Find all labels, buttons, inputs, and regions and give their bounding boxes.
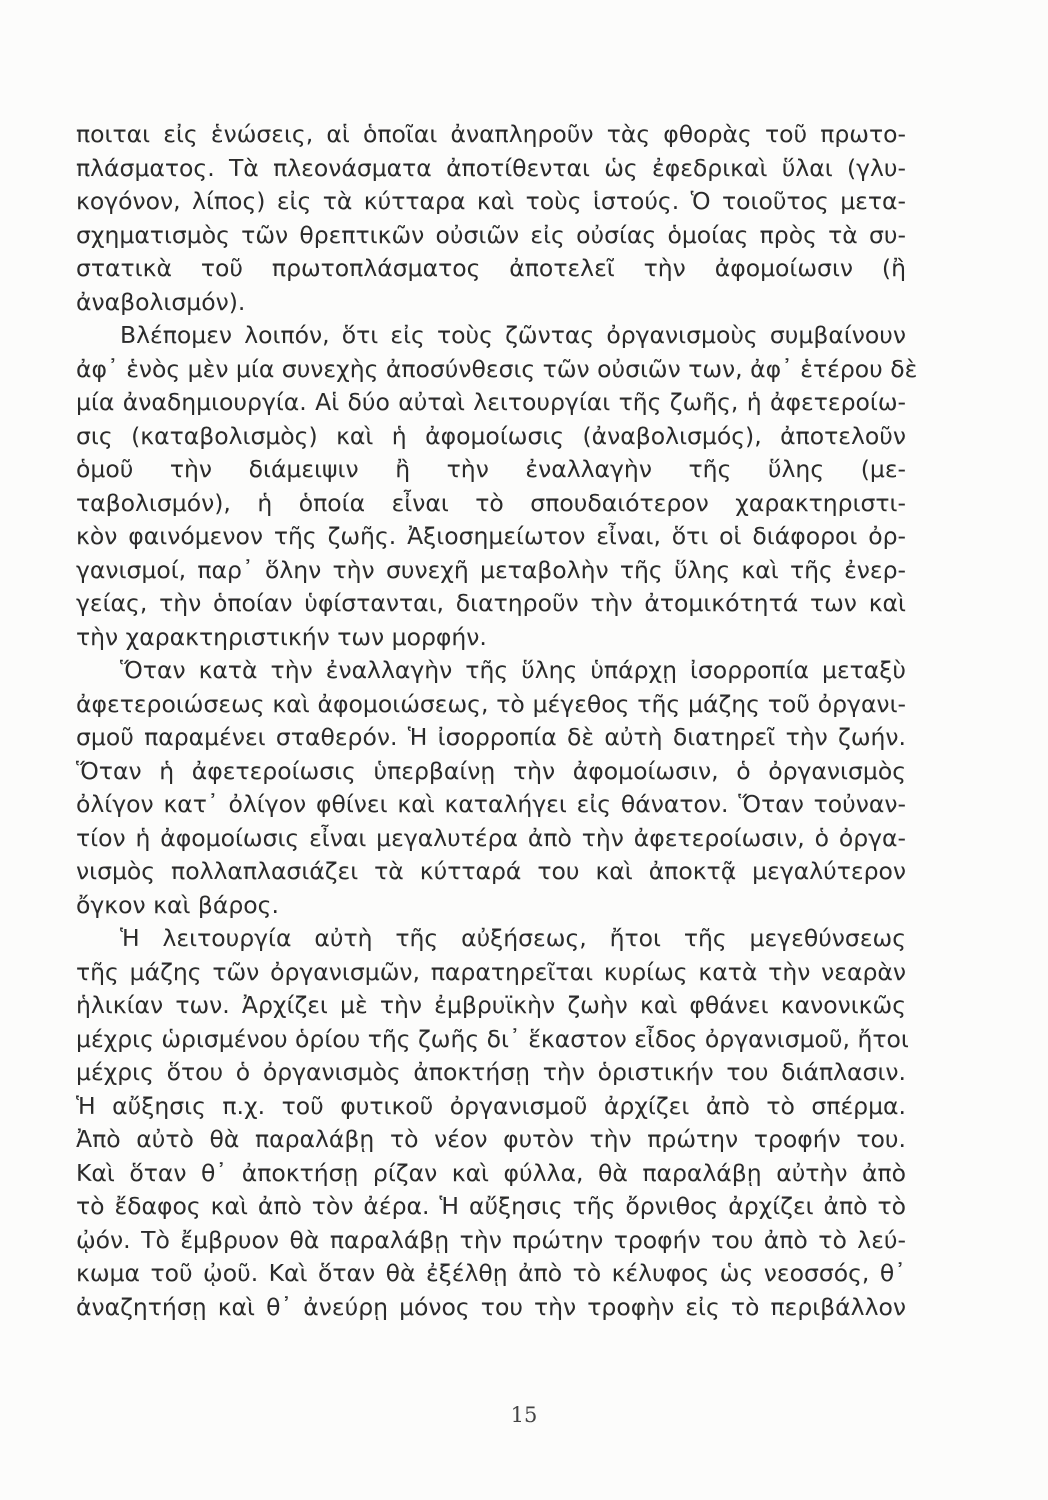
text-line: τὸ ἔδαφος καὶ ἀπὸ τὸν ἀέρα. Ἡ αὔξησις τῆς ὄρνιθος ἀρχίζει ἀπὸ τὸ: [76, 1192, 906, 1220]
text-line: Βλέπομεν λοιπόν, ὅτι εἰς τοὺς ζῶντας ὀργανισμοὺς συμβαίνουν: [120, 321, 906, 349]
text-line: ἀναζητήσῃ καὶ θ᾽ ἀνεύρῃ μόνος του τὴν τροφὴν εἰς τὸ περιβάλλον: [76, 1292, 906, 1321]
text-line: ὀλίγον κατ᾽ ὀλίγον φθίνει καὶ καταλήγει εἰς θάνατον. Ὅταν τοὐναν-: [76, 790, 906, 818]
text-line: πλάσματος. Τὰ πλεονάσματα ἀποτίθενται ὡς ἐφεδρικαὶ ὕλαι (γλυ-: [76, 153, 906, 182]
text-line: σμοῦ παραμένει σταθερόν. Ἡ ἰσορροπία δὲ αὐτὴ διατηρεῖ τὴν ζωήν.: [76, 723, 906, 751]
text-line: τὴν χαρακτηριστικήν των μορφήν.: [76, 622, 487, 651]
text-line: στατικὰ τοῦ πρωτοπλάσματος ἀποτελεῖ τὴν ἀφομοίωσιν (ἢ: [76, 254, 906, 282]
text-line: σις (καταβολισμὸς) καὶ ἡ ἀφομοίωσις (ἀναβολισμός), ἀποτελοῦν: [76, 421, 906, 450]
text-line: ᾠόν. Τὸ ἔμβρυον θὰ παραλάβῃ τὴν πρώτην τροφήν του ἀπὸ τὸ λεύ-: [76, 1225, 906, 1254]
text-line: ἡλικίαν των. Ἀρχίζει μὲ τὴν ἐμβρυϊκὴν ζωὴν καὶ φθάνει κανονικῶς: [76, 991, 906, 1019]
text-line: ὁμοῦ τὴν διάμειψιν ἢ τὴν ἐναλλαγὴν τῆς ὕλης (με-: [76, 455, 906, 483]
text-line: μέχρις ὅτου ὁ ὀργανισμὸς ἀποκτήσῃ τὴν ὁριστικήν του διάπλασιν.: [76, 1058, 906, 1086]
text-line: κὸν φαινόμενον τῆς ζωῆς. Ἀξιοσημείωτον εἶναι, ὅτι οἱ διάφοροι ὀρ-: [76, 522, 906, 550]
text-line: ὄγκον καὶ βάρος.: [76, 890, 279, 919]
text-line: ἀφ᾽ ἑνὸς μὲν μία συνεχὴς ἀποσύνθεσις τῶν οὐσιῶν των, ἀφ᾽ ἑτέρου δὲ: [76, 354, 918, 383]
text-line: Ἡ αὔξησις π.χ. τοῦ φυτικοῦ ὀργανισμοῦ ἀρχίζει ἀπὸ τὸ σπέρμα.: [76, 1091, 906, 1120]
text-line: Καὶ ὅταν θ᾽ ἀποκτήσῃ ρίζαν καὶ φύλλα, θὰ παραλάβῃ αὐτὴν ἀπὸ: [76, 1158, 906, 1187]
text-line: κογόνον, λίπος) εἰς τὰ κύτταρα καὶ τοὺς ἱστούς. Ὁ τοιοῦτος μετα-: [76, 187, 906, 215]
text-line: Ὅταν ἡ ἀφετεροίωσις ὑπερβαίνῃ τὴν ἀφομοίωσιν, ὁ ὀργανισμὸς: [76, 756, 906, 785]
text-line: γανισμοί, παρ᾽ ὅλην τὴν συνεχῆ μεταβολὴν τῆς ὕλης καὶ τῆς ἐνερ-: [76, 555, 906, 584]
text-line: Ἡ λειτουργία αὐτὴ τῆς αὐξήσεως, ἤτοι τῆς μεγεθύνσεως: [120, 924, 906, 952]
text-line: κωμα τοῦ ᾠοῦ. Καὶ ὅταν θὰ ἐξέλθῃ ἀπὸ τὸ κέλυφος ὡς νεοσσός, θ᾽: [76, 1259, 906, 1287]
text-line: ποιται εἰς ἑνώσεις, αἱ ὁποῖαι ἀναπληροῦν τὰς φθορὰς τοῦ πρωτο-: [76, 120, 906, 148]
text-line: μέχρις ὡρισμένου ὁρίου τῆς ζωῆς δι᾽ ἕκαστον εἶδος ὀργανισμοῦ, ἤτοι: [76, 1024, 909, 1053]
text-line: γείας, τὴν ὁποίαν ὑφίστανται, διατηροῦν τὴν ἀτομικότητά των καὶ: [76, 589, 906, 617]
text-line: τίον ἡ ἀφομοίωσις εἶναι μεγαλυτέρα ἀπὸ τὴν ἀφετεροίωσιν, ὁ ὀργα-: [76, 823, 906, 852]
text-line: ταβολισμόν), ἡ ὁποία εἶναι τὸ σπουδαιότερον χαρακτηριστι-: [76, 488, 906, 517]
text-line: Ἀπὸ αὐτὸ θὰ παραλάβῃ τὸ νέον φυτὸν τὴν πρώτην τροφήν του.: [76, 1125, 906, 1153]
text-line: ἀφετεροιώσεως καὶ ἀφομοιώσεως, τὸ μέγεθος τῆς μάζης τοῦ ὀργανι-: [76, 689, 906, 718]
text-line: σχηματισμὸς τῶν θρεπτικῶν οὐσιῶν εἰς οὐσίας ὁμοίας πρὸς τὰ συ-: [76, 220, 906, 249]
page-number: 15: [510, 1403, 538, 1427]
text-line: νισμὸς πολλαπλασιάζει τὰ κύτταρά του καὶ ἀποκτᾷ μεγαλύτερον: [76, 857, 906, 885]
text-line: Ὅταν κατὰ τὴν ἐναλλαγὴν τῆς ὕλης ὑπάρχῃ ἰσορροπία μεταξὺ: [120, 656, 906, 684]
text-line: μία ἀναδημιουργία. Αἱ δύο αὐταὶ λειτουργίαι τῆς ζωῆς, ἡ ἀφετεροίω-: [76, 388, 906, 416]
text-line: τῆς μάζης τῶν ὀργανισμῶν, παρατηρεῖται κυρίως κατὰ τὴν νεαρὰν: [76, 957, 906, 986]
text-line: ἀναβολισμόν).: [76, 287, 246, 316]
body-text: [76, 118, 918, 1324]
